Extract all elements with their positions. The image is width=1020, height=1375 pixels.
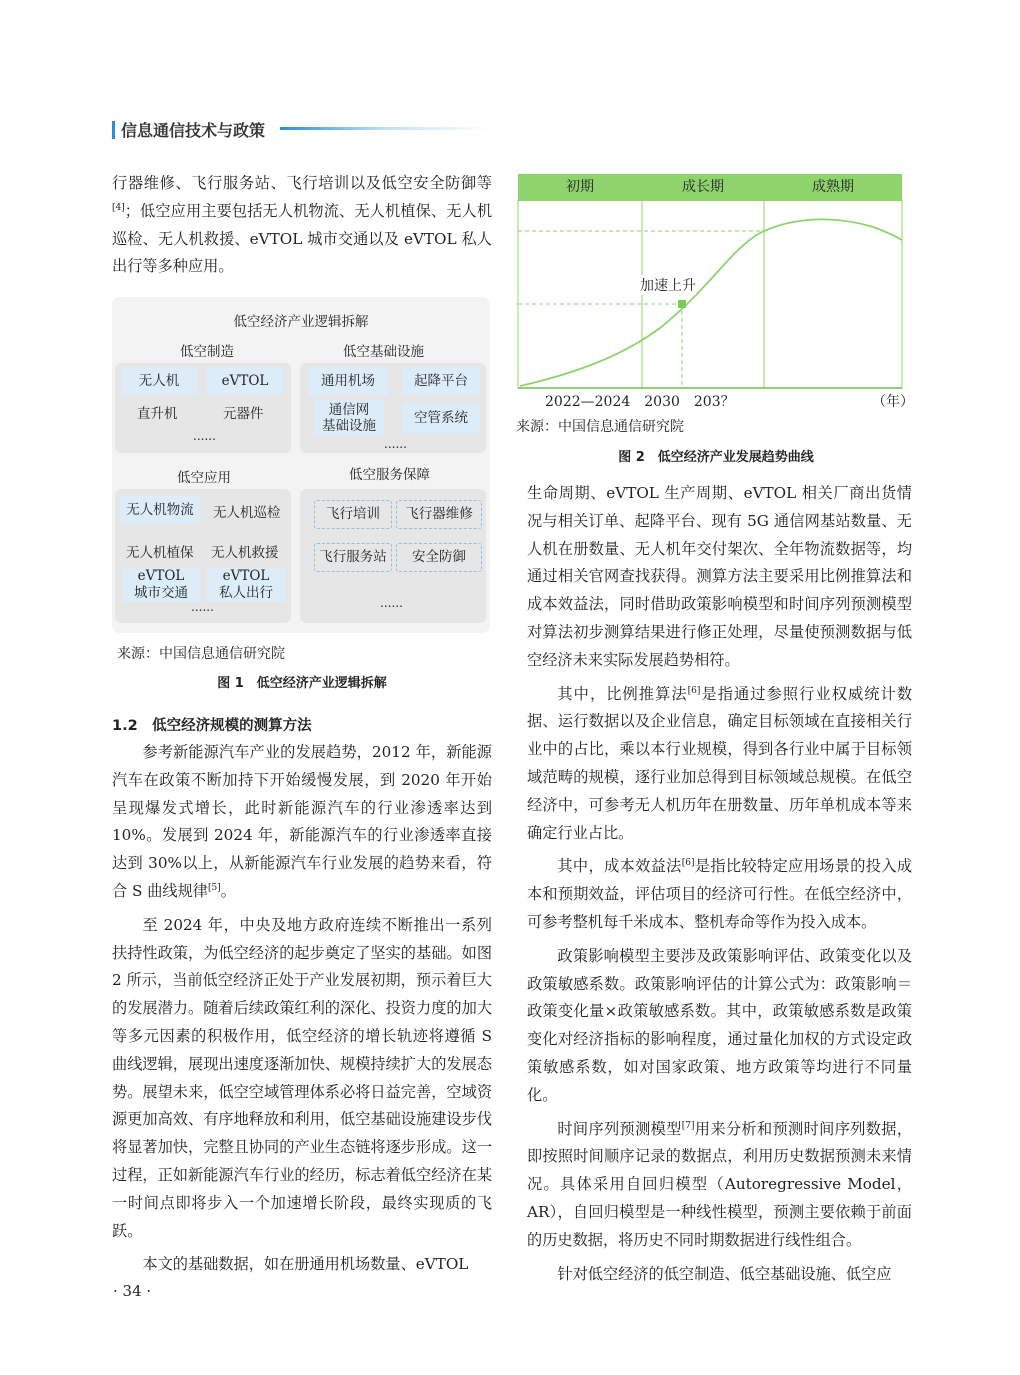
chip-drone: 无人机	[121, 367, 197, 395]
x-axis-unit: （年）	[872, 394, 914, 410]
figure2-s-curve-chart	[510, 200, 910, 392]
citation-5: [5]	[208, 882, 221, 893]
right-paragraph-5	[527, 1116, 912, 1255]
p5-lead: 时间序列预测模型	[557, 1119, 682, 1138]
left-body	[112, 739, 492, 1279]
manufacturing-panel	[115, 363, 291, 453]
phase-mature: 成熟期	[764, 174, 902, 201]
intro-text-2: ；低空应用主要包括无人机物流、无人机植保、无人机巡检、无人机救援、eVTOL 城市交通以及 eVTOL 私人出行等多种应用。	[112, 201, 492, 276]
infrastructure-title: 低空基础设施	[343, 344, 424, 360]
item-drone-plant-protection: 无人机植保	[126, 545, 194, 561]
right-paragraph-2	[527, 681, 912, 848]
chip-evtol: eVTOL	[207, 367, 283, 395]
accelerate-annotation: 加速上升	[640, 275, 696, 295]
item-drone-rescue: 无人机救援	[211, 545, 279, 561]
phase-initial: 初期	[518, 174, 642, 201]
journal-header	[112, 118, 265, 141]
infrastructure-panel	[300, 363, 486, 453]
right-body	[527, 480, 912, 1288]
p3-body: 是指比较特定应用场景的投入成本和预期效益，评估项目的经济可行性。在低空经济中，可参考整机每千米成本、整机寿命等作为投入成本。	[527, 857, 912, 931]
chip-drone-logistics: 无人机物流	[120, 496, 200, 524]
chip-evtol-private: eVTOL 私人出行	[207, 568, 285, 602]
figure2-caption: 图 2 低空经济产业发展趋势曲线	[618, 450, 814, 465]
application-ellipsis: ......	[191, 600, 214, 614]
p1-end: 。	[220, 881, 236, 900]
citation-4: [4]	[112, 202, 125, 213]
chip-general-airport: 通用机场	[308, 367, 388, 395]
p3-lead: 其中，成本效益法	[557, 857, 682, 876]
figure1-caption: 图 1 低空经济产业逻辑拆解	[217, 676, 387, 691]
journal-title: 信息通信技术与政策	[121, 121, 266, 140]
figure1-source: 来源：中国信息通信研究院	[117, 646, 285, 662]
service-title: 低空服务保障	[349, 467, 430, 483]
figure1-diagram	[112, 297, 490, 633]
item-drone-inspection: 无人机巡检	[213, 505, 281, 521]
header-accent-bar	[112, 121, 115, 139]
left-paragraph-3: 本文的基础数据，如在册通用机场数量、eVTOL	[142, 1255, 469, 1274]
chip-atc-system: 空管系统	[402, 403, 480, 433]
application-title: 低空应用	[177, 470, 231, 486]
chip-aircraft-maintenance: 飞行器维修	[396, 500, 482, 529]
application-panel	[115, 489, 291, 623]
s-curve	[520, 219, 902, 386]
intro-text-1: 行器维修、飞行服务站、飞行培训以及低空安全防御等	[112, 174, 492, 192]
service-panel	[300, 489, 486, 623]
left-intro	[112, 170, 492, 281]
right-paragraph-4: 政策影响模型主要涉及政策影响评估、政策变化以及政策敏感系数。政策影响评估的计算公式为：政策影响＝政策变化量×政策敏感系数。其中，政策敏感系数是政策变化对经济指标的影响程度，通过量化加权的方式设定政策敏感系数，如对国家政策、地方政策等均进行不同量化。	[527, 946, 912, 1104]
chip-evtol-urban: eVTOL 城市交通	[122, 568, 200, 602]
chip-flight-training: 飞行培训	[314, 500, 392, 529]
left-paragraph-1	[112, 739, 492, 906]
right-paragraph-3	[527, 853, 912, 936]
chip-security-defense: 安全防御	[396, 543, 482, 572]
figure1-title: 低空经济产业逻辑拆解	[233, 314, 369, 330]
x-axis-year-labels: 2022—2024 2030 203？	[545, 394, 735, 410]
section-title: 1.2 低空经济规模的测算方法	[112, 718, 312, 734]
manufacturing-title: 低空制造	[180, 344, 234, 360]
citation-6a: [6]	[687, 685, 701, 696]
header-divider	[280, 127, 490, 130]
p2-body: 是指通过参照行业权威统计数据、运行数据以及企业信息，确定目标领域在直接相关行业中的占比，乘以本行业规模，得到各行业中属于目标领域范畴的规模，逐行业加总得到目标领域总规模。在低空经济中，可参考无人机历年在册数量、历年单机成本等来确定行业占比。	[527, 684, 913, 842]
manufacturing-ellipsis: ......	[193, 429, 216, 443]
item-helicopter: 直升机	[137, 406, 178, 422]
left-paragraph-2: 至 2024 年，中央及地方政府连续不断推出一系列扶持性政策，为低空经济的起步奠定了坚实的基础。如图 2 所示，当前低空经济正处于产业发展初期，预示着巨大的发展潜力。随着后续政策红利的深化、投资力度的加大等多元因素的积极作用，低空经济的增长轨迹将遵循 S 曲线逻辑，展现出速度逐渐加快、规模持续扩大的发展态势。展望未来，低空空域管理体系必将日益完善，空域资源更加高效、有序地释放和利用，低空基础设施建设步伐将显著加快，完整且协同的产业生态链将逐步形成。这一过程，正如新能源汽车行业的经历，标志着低空经济在某一时间点即将步入一个加速增长阶段，最终实现质的飞跃。	[112, 915, 492, 1240]
figure2-source: 来源：中国信息通信研究院	[516, 419, 684, 435]
service-ellipsis: ......	[380, 596, 403, 610]
citation-6b: [6]	[681, 858, 695, 869]
page-number: · 34 ·	[113, 1282, 152, 1300]
p5-body: 用来分析和预测时间序列数据，即按照时间顺序记录的数据点，利用历史数据预测未来情况。具体采用自回归模型（Autoregressive Model，AR），自回归模型是一种线性模型，预测主要依赖于前面的历史数据，将历史不同时期数据进行线性组合。	[527, 1119, 912, 1249]
citation-7: [7]	[681, 1120, 695, 1131]
phase-growth: 成长期	[642, 174, 764, 201]
p2-lead: 其中，比例推算法	[557, 684, 688, 703]
infrastructure-ellipsis: ......	[384, 437, 407, 451]
chip-flight-service-station: 飞行服务站	[314, 543, 392, 572]
inflection-point-marker	[678, 300, 686, 308]
chip-landing-platform: 起降平台	[402, 367, 480, 395]
chip-comm-network: 通信网 基础设施	[314, 400, 384, 436]
right-paragraph-1: 生命周期、eVTOL 生产周期、eVTOL 相关厂商出货情况与相关订单、起降平台、现有 5G 通信网基站数量、无人机在册数量、无人机年交付架次、全年物流数据等，均通过相关官网查找获得。测算方法主要采用比例推算法和成本效益法，同时借助政策影响模型和时间序列预测模型对算法初步测算结果进行修正处理，尽量使预测数据与低空经济未来实际发展趋势相符。	[527, 484, 912, 669]
item-components: 元器件	[223, 406, 264, 422]
right-paragraph-6: 针对低空经济的低空制造、低空基础设施、低空应	[557, 1264, 892, 1283]
p1-text: 参考新能源汽车产业的发展趋势，2012 年，新能源汽车在政策不断加持下开始缓慢发展，到 2020 年开始呈现爆发式增长，此时新能源汽车的行业渗透率达到 10%。发展到 2024 年，新能源汽车的行业渗透率直接达到 30%以上，从新能源汽车行业发展的趋势来看，符合 S 曲线规律	[112, 743, 492, 900]
intro-paragraph	[112, 170, 492, 281]
